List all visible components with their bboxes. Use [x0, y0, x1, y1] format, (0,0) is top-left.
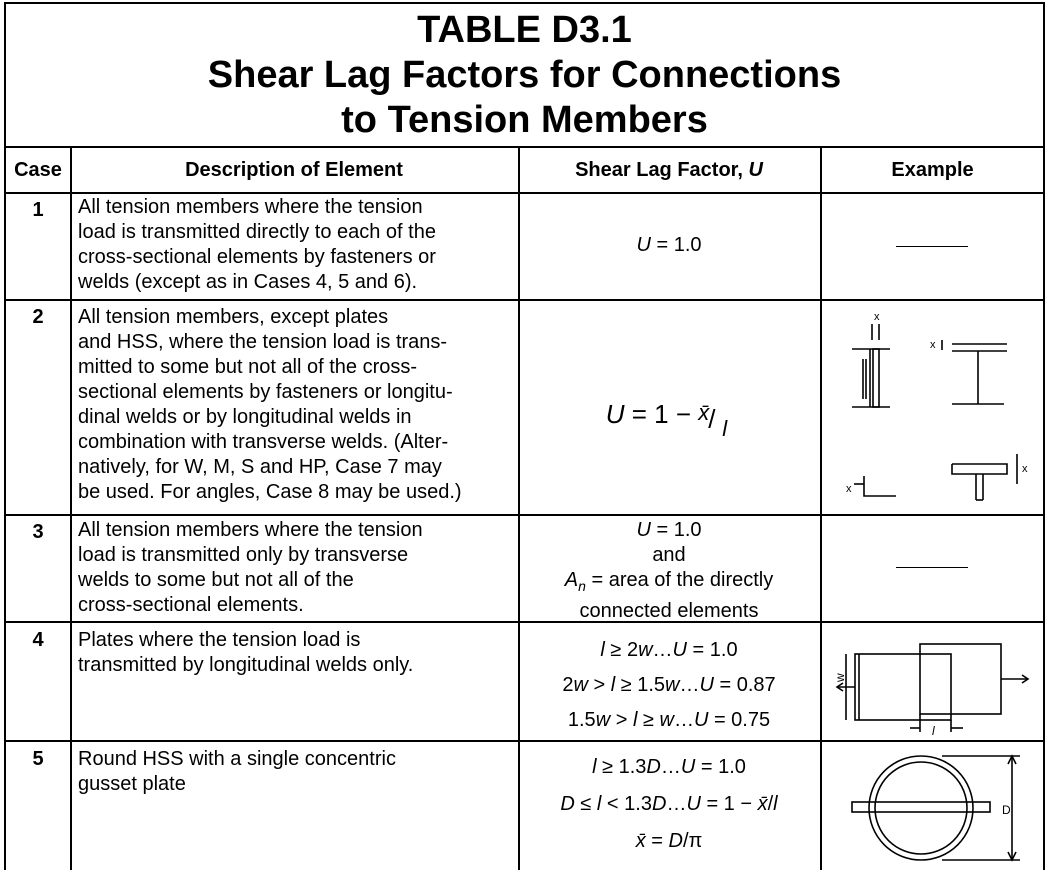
row-divider [6, 740, 1043, 742]
case-description: All tension members, except plates and HSS, where the tension load is trans- mitted to some but not all of the cross- sectional elements by fasteners or longitu- dinal welds or by longitudinal welds in combination with transverse welds. (Alter- natively, for W, M, S and HP, Case 7 may be used. For angles, Case 8 may be used.) [78, 306, 462, 503]
svg-text:w: w [833, 673, 847, 682]
header-divider [6, 192, 1043, 194]
title-line-1: TABLE D3.1 [417, 9, 632, 51]
svg-text:x: x [1022, 463, 1028, 475]
header-factor: Shear Lag Factor, U [575, 159, 763, 181]
header-example: Example [891, 159, 974, 181]
case-number: 1 [32, 199, 44, 221]
svg-text:D: D [1002, 803, 1011, 817]
no-example-dash [896, 567, 968, 568]
header-case: Case [14, 159, 62, 181]
case-number: 4 [32, 629, 44, 651]
case-description: All tension members where the tension load is transmitted only by transverse welds to some but not all of the cross-sectional elements. [78, 519, 423, 616]
shear-lag-factor: U = 1 − x̄ / l [605, 399, 728, 442]
shear-lag-factor: l ≥ 1.3D…U = 1.0 D ≤ l < 1.3D…U = 1 − x̄/l x̄ = D/π [560, 756, 778, 852]
table-frame [4, 2, 1045, 870]
svg-text:x: x [930, 339, 936, 351]
case-number: 5 [32, 748, 44, 770]
shear-lag-factor: l ≥ 2w…U = 1.0 2w > l ≥ 1.5w…U = 0.87 1.5w > l ≥ w…U = 0.75 [562, 639, 776, 731]
table-title [6, 4, 1043, 148]
svg-text:x: x [874, 311, 880, 323]
case-description: All tension members where the tension load is transmitted directly to each of the cross-sectional elements by fasteners or welds (except as in Cases 4, 5 and 6). [78, 196, 436, 293]
column-divider [820, 148, 822, 870]
case-5-round-hss-sketch [832, 744, 1042, 869]
title-line-3: to Tension Members [341, 99, 708, 141]
case-2-connection-sketches [832, 304, 1042, 509]
case-description: Round HSS with a single concentric gusset plate [78, 748, 396, 795]
no-example-dash [896, 246, 968, 247]
svg-text:x: x [846, 483, 852, 495]
svg-text:l: l [932, 724, 935, 738]
row-divider [6, 514, 1043, 516]
title-line-2: Shear Lag Factors for Connections [207, 54, 842, 96]
shear-lag-factor: U = 1.0 and $A_n$ = area of the directly connected elements [564, 519, 774, 622]
case-4-plate-sketch [832, 632, 1042, 736]
case-number: 2 [32, 306, 44, 328]
case-number: 3 [32, 521, 44, 543]
case-description: Plates where the tension load is transmitted by longitudinal welds only. [78, 629, 414, 676]
row-divider [6, 299, 1043, 301]
shear-lag-factor: U = 1.0 [636, 234, 702, 256]
header-description: Description of Element [185, 159, 403, 181]
